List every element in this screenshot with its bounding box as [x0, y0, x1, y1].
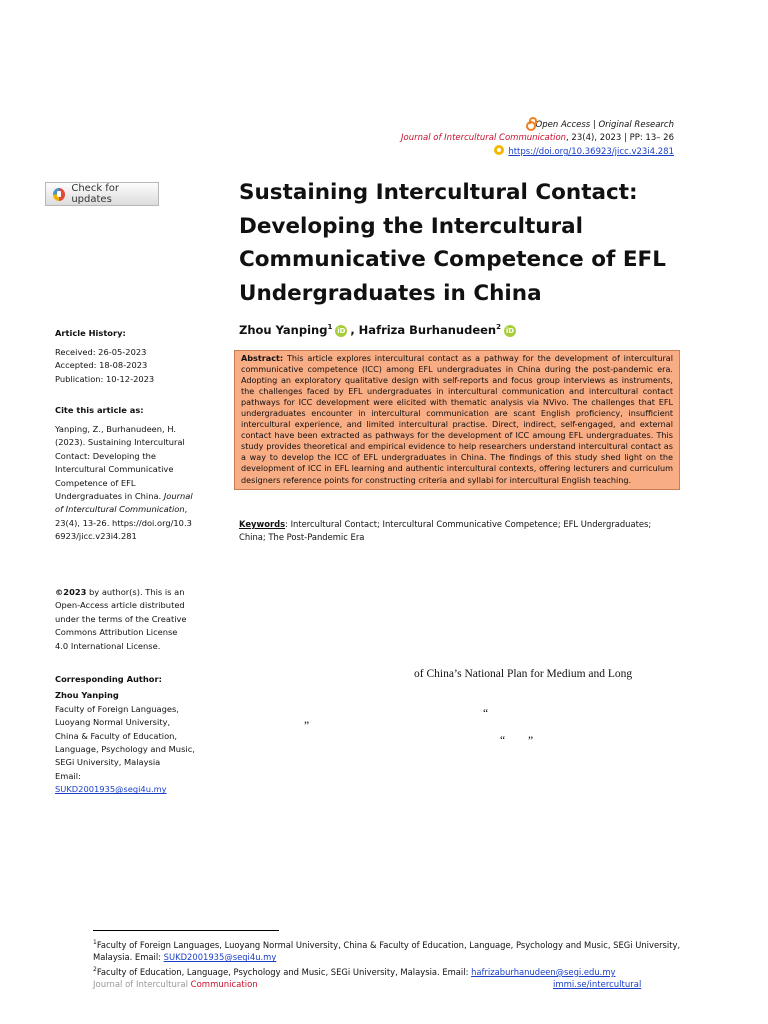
footer-journal-left: Journal of Intercultural [93, 980, 188, 990]
journal-citation [401, 132, 674, 145]
author-2: , Hafriza Burhanudeen [350, 323, 497, 337]
corr-email-link[interactable]: SUKD2001935@segi4u.my [55, 784, 167, 795]
author-1-sup: 1 [327, 323, 333, 332]
footnotes [93, 937, 683, 978]
author-2-sup: 2 [496, 323, 501, 332]
author-1: Zhou Yanping [239, 323, 328, 337]
cite-heading [55, 404, 195, 417]
doi-icon [494, 145, 504, 155]
quote-mark: “ [500, 735, 506, 747]
footer-site [553, 980, 641, 990]
keywords-text: : Intercultural Contact; Intercultural Communicative Competence; EFL Undergraduates; China; The Post-Pandemic Era [239, 519, 652, 542]
footer-journal [93, 980, 258, 990]
footnote-2-email[interactable]: hafrizaburhanudeen@segi.edu.my [471, 966, 616, 977]
footnote-2-text: Faculty of Education, Language, Psychology and Music, SEGi University, Malaysia. Email: [96, 966, 469, 977]
accepted-date: Accepted: 18-08-2023 [55, 360, 148, 371]
history-heading: Article History: [55, 328, 126, 338]
quote-mark: “ [483, 708, 489, 720]
open-access-icon [525, 117, 535, 129]
footnote-1 [93, 937, 683, 964]
keywords-label: Keywords [239, 519, 286, 529]
abstract-text: This article explores intercultural contact as a pathway for the development of intercultural communicative competence (ICC) among EFL undergraduates in China during the post-pandemic era. Adopting an exploratory qualitative design with self-reports and focus group interviews as instruments, the challenges faced by EFL undergraduates in intercultural communication and intercultural contact pathways for ICC development were elicited with thematic analysis via NVivo. The challenges that EFL undergraduates encounter in intercultural communication are scant English proficiency, insufficient intercultural experience, and limited intercultural practise. Direct, indirect, self-engaged, and external contact have been extracted as pathways for the development of ICC amoung EFL undergraduates. This study provides theoretical and empirical evidence to help researchers understand intercultural contact as a way to develop the ICC of EFL undergraduates in China. The findings of this study shed light on the development of ICC in EFL learning and authentic intercultural contexts, offering lecturers and curriculum designers reference points for constructing criteria and syllabi for intercultural English teaching. [241, 353, 673, 485]
journal-header [401, 117, 674, 159]
keywords [239, 518, 679, 543]
corr-email-label: Email: [55, 770, 81, 781]
author-line [239, 323, 519, 337]
access-line: Open Access | Original Research [401, 117, 674, 132]
doi-line [401, 145, 674, 159]
footnote-2 [93, 964, 683, 978]
corr-affiliation: Faculty of Foreign Languages, Luoyang Normal University, China & Faculty of Education, Language, Psychology and Music, SEGi University, Malaysia [55, 703, 195, 768]
received-date: Received: 26-05-2023 [55, 347, 147, 357]
citation [55, 423, 195, 544]
footer-journal-right: Communication [190, 980, 258, 990]
publication-date: Publication: 10-12-2023 [55, 373, 155, 384]
footnote-rule [93, 930, 279, 931]
abstract-box [234, 350, 680, 490]
license-text: by author(s). This is an Open-Access article distributed under the terms of the Creative Commons Attribution License 4.0 International License. [55, 587, 187, 651]
orcid-icon[interactable]: iD [505, 327, 515, 335]
corresponding-author [55, 673, 195, 797]
footnote-2-sup: 2 [93, 965, 97, 973]
license-year: ©2023 [55, 587, 87, 597]
article-history [55, 327, 195, 340]
crossmark-icon [53, 188, 65, 201]
quote-mark: ” [528, 735, 534, 747]
body-fragment: of China’s National Plan for Medium and Long [414, 668, 633, 680]
cite-text: Yanping, Z., Burhanudeen, H. (2023). Sustaining Intercultural Contact: Developing the Intercultural Communicative Competence of EFL Undergraduates in China. [55, 424, 185, 502]
history-dates [55, 346, 195, 386]
footnote-1-sup: 1 [93, 939, 97, 946]
footer-site-link[interactable]: immi.se/intercultural [553, 980, 642, 990]
cite-heading-text: Cite this article as: [55, 405, 144, 415]
cite-rest: , 23(4), 13-26. https://doi.org/10.36923/jicc.v23i4.281 [55, 504, 192, 542]
article-title: Sustaining Intercultural Contact: Developing the Intercultural Communicative Competence of EFL Undergraduates in China [239, 180, 666, 306]
corr-heading: Corresponding Author: [55, 674, 162, 684]
check-updates-label: Check for updates [71, 183, 120, 205]
cite-journal: Journal of Intercultural Communication [55, 491, 193, 515]
footnote-1-email[interactable]: SUKD2001935@segi4u.my [163, 952, 277, 963]
quote-mark: ” [304, 720, 310, 732]
check-for-updates-button[interactable] [45, 182, 159, 206]
orcid-icon[interactable]: iD [337, 327, 346, 335]
corr-name: Zhou Yanping [55, 690, 119, 701]
footnote-1-text: Faculty of Foreign Languages, Luoyang Normal University, China & Faculty of Education, Language, Psychology and Music, SEGi University, Malaysia. Email: [93, 939, 681, 963]
abstract-label: Abstract: [241, 353, 284, 363]
journal-name: Journal of Intercultural Communication [401, 133, 567, 143]
doi-link[interactable]: https://doi.org/10.36923/jicc.v23i4.281 [508, 147, 674, 157]
license [55, 586, 191, 653]
journal-volume: , 23(4), 2023 | PP: 13– 26 [566, 133, 674, 143]
